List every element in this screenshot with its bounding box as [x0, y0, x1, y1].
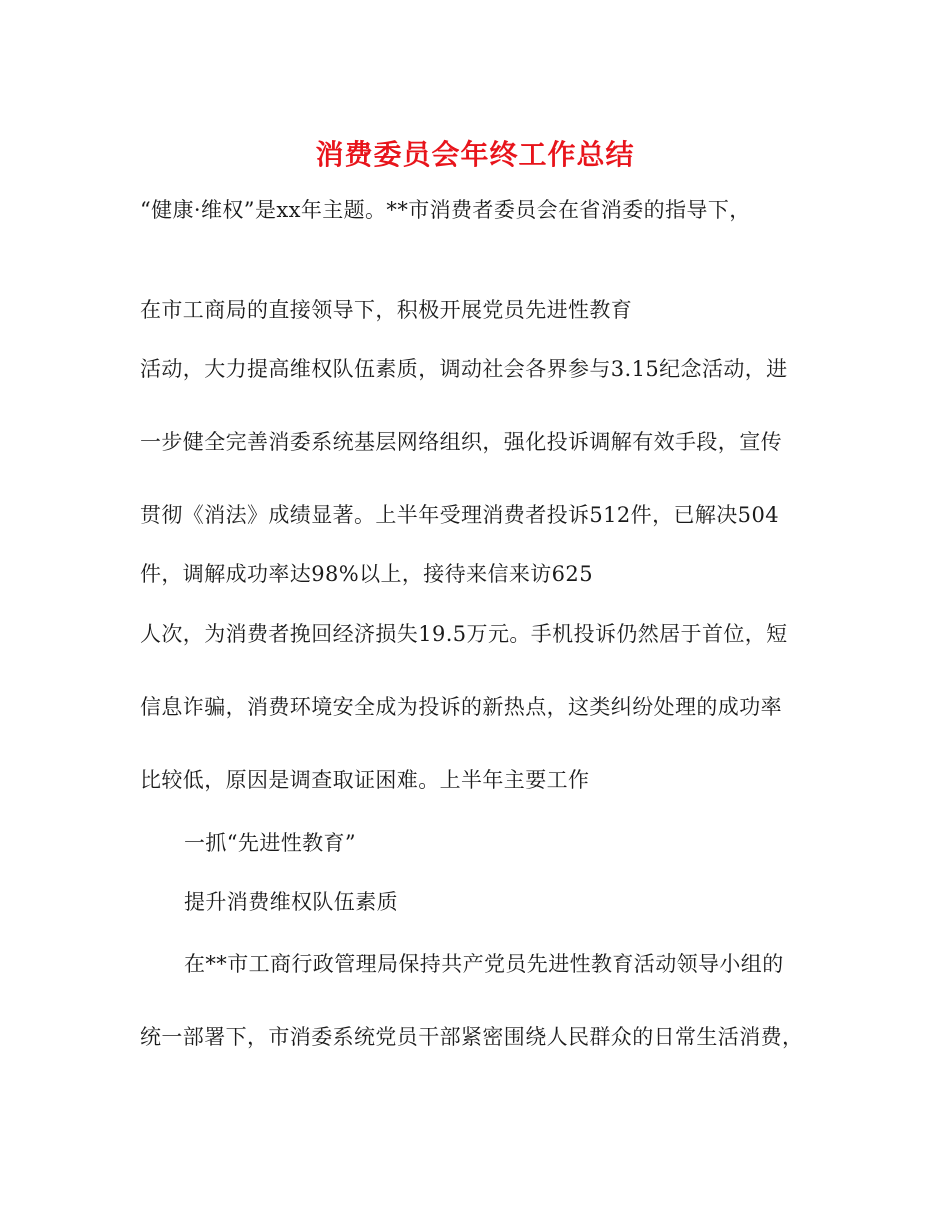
paragraph-line: 在市工商局的直接领导下，积极开展党员先进性教育 [140, 298, 633, 322]
paragraph-line: 件，调解成功率达98%以上，接待来信来访625 [140, 562, 593, 586]
paragraph-line: “健康·维权”是xx年主题。**市消费者委员会在省消委的指导下， [140, 198, 751, 222]
document-title: 消费委员会年终工作总结 [315, 138, 635, 171]
paragraph-line: 统一部署下，市消委系统党员干部紧密围绕人民群众的日常生活消费， [140, 1025, 804, 1049]
section-heading: 一抓“先进性教育” [184, 831, 357, 855]
paragraph-line: 贯彻《消法》成绩显著。上半年受理消费者投诉512件，已解决504 [140, 503, 779, 527]
section-subheading: 提升消费维权队伍素质 [184, 890, 398, 914]
paragraph-line: 比较低，原因是调查取证困难。上半年主要工作 [140, 768, 590, 792]
paragraph-line: 人次，为消费者挽回经济损失19.5万元。手机投诉仍然居于首位，短 [140, 622, 788, 646]
paragraph-line: 一步健全完善消委系统基层网络组织，强化投诉调解有效手段，宣传 [140, 430, 782, 454]
paragraph-line: 活动，大力提高维权队伍素质，调动社会各界参与3.15纪念活动，进 [140, 357, 788, 381]
paragraph-line: 在**市工商行政管理局保持共产党员先进性教育活动领导小组的 [184, 952, 784, 976]
paragraph-line: 信息诈骗，消费环境安全成为投诉的新热点，这类纠纷处理的成功率 [140, 695, 782, 719]
